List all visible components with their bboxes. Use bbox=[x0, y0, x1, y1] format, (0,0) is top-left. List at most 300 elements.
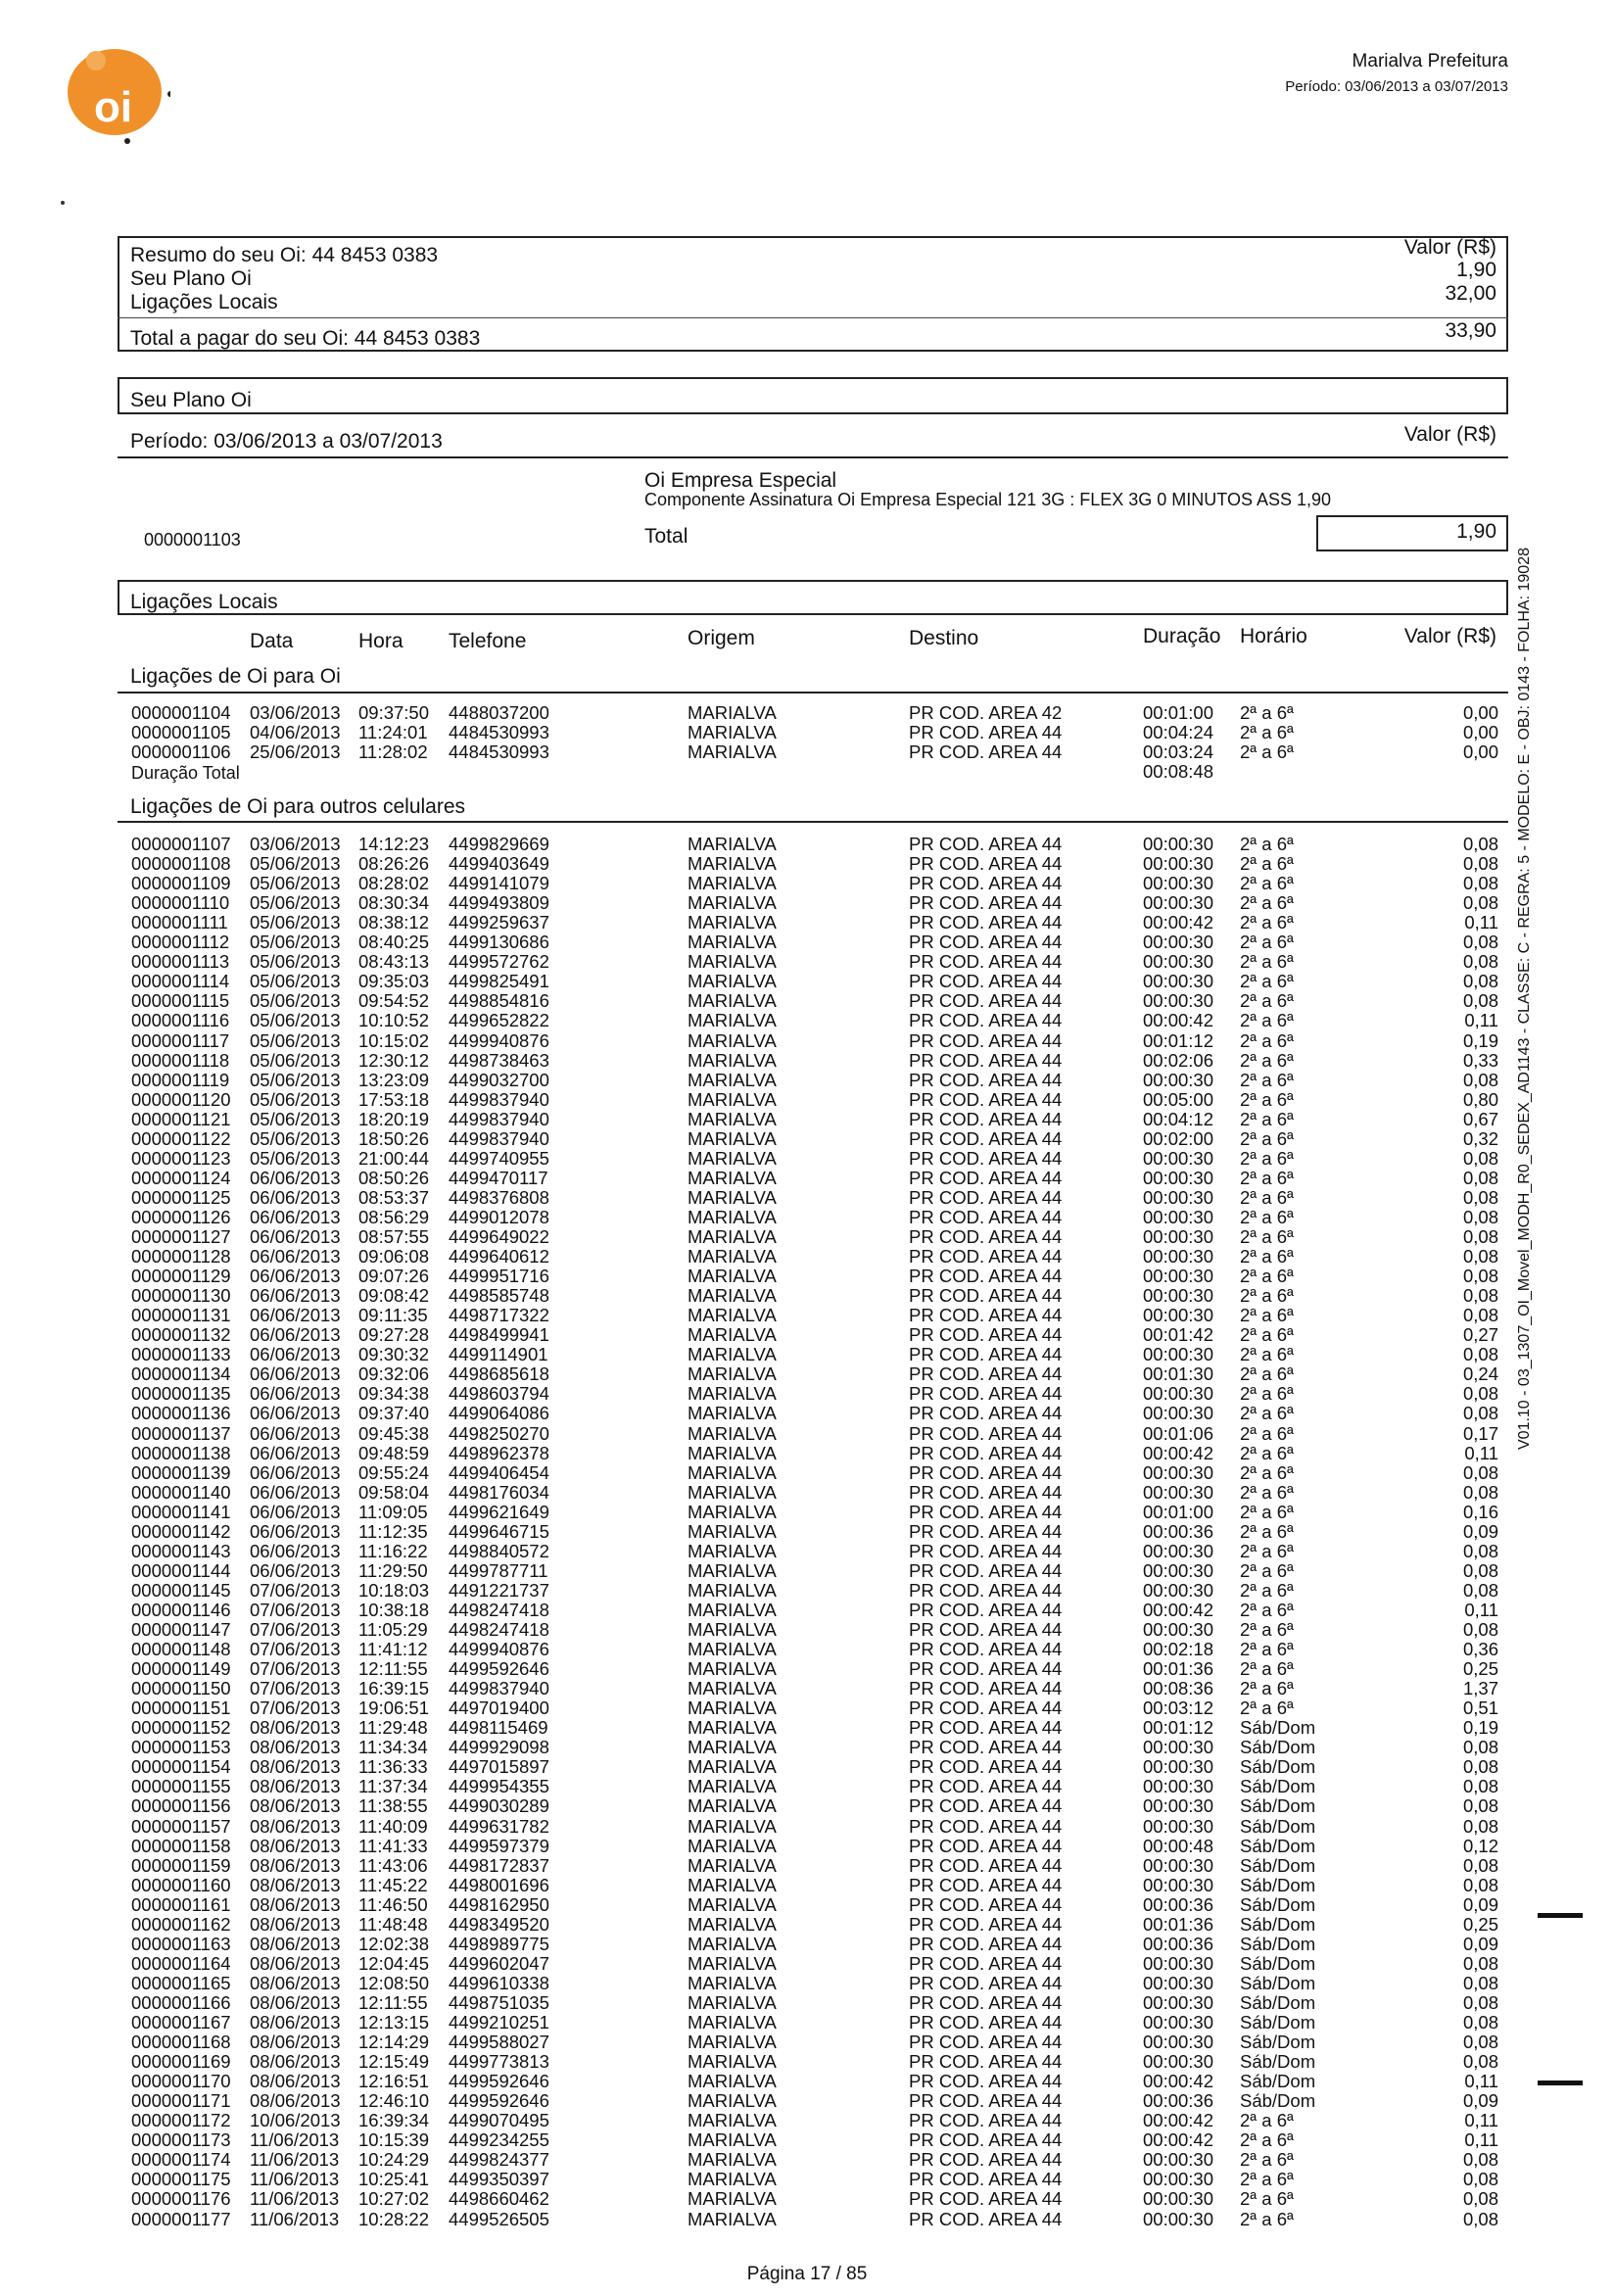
call-origin: MARIALVA bbox=[688, 1069, 777, 1090]
plano-product: Oi Empresa Especial bbox=[644, 469, 837, 492]
call-phone: 4499740955 bbox=[449, 1147, 549, 1169]
call-time: 12:30:12 bbox=[358, 1049, 430, 1071]
call-destination: PR COD. AREA 44 bbox=[909, 853, 1063, 875]
call-period: 2ª a 6ª bbox=[1240, 1481, 1294, 1503]
call-time: 11:29:50 bbox=[358, 1559, 428, 1581]
call-origin: MARIALVA bbox=[688, 971, 777, 992]
call-id: 0000001144 bbox=[131, 1559, 231, 1581]
call-date: 11/06/2013 bbox=[250, 2169, 340, 2190]
call-origin: MARIALVA bbox=[688, 1049, 777, 1071]
call-duration: 00:00:30 bbox=[1143, 1972, 1214, 1993]
call-phone: 4488037200 bbox=[449, 702, 549, 723]
call-id: 0000001153 bbox=[131, 1737, 231, 1758]
call-destination: PR COD. AREA 44 bbox=[909, 1835, 1063, 1856]
call-phone: 4499350397 bbox=[449, 2169, 549, 2190]
group2-row bbox=[0, 874, 1614, 893]
call-origin: MARIALVA bbox=[688, 1815, 777, 1837]
call-date: 05/06/2013 bbox=[250, 892, 341, 914]
call-period: 2ª a 6ª bbox=[1240, 1285, 1294, 1307]
call-date: 08/06/2013 bbox=[250, 1972, 341, 1993]
call-phone: 4499640612 bbox=[449, 1246, 549, 1268]
call-time: 12:11:55 bbox=[358, 1991, 428, 2013]
call-period: 2ª a 6ª bbox=[1240, 1010, 1294, 1031]
call-id: 0000001104 bbox=[131, 702, 231, 723]
call-period: 2ª a 6ª bbox=[1240, 873, 1294, 894]
call-destination: PR COD. AREA 42 bbox=[909, 702, 1063, 723]
call-origin: MARIALVA bbox=[688, 1461, 777, 1483]
call-duration: 00:03:12 bbox=[1143, 1698, 1214, 1719]
call-time: 11:45:22 bbox=[358, 1874, 428, 1895]
call-value: 0,00 bbox=[1462, 741, 1498, 762]
call-origin: MARIALVA bbox=[688, 2110, 777, 2131]
call-origin: MARIALVA bbox=[688, 1186, 777, 1208]
call-value: 0,08 bbox=[1462, 1795, 1498, 1817]
call-value: 0,25 bbox=[1462, 1658, 1498, 1680]
call-date: 06/06/2013 bbox=[250, 1461, 341, 1483]
call-id: 0000001164 bbox=[131, 1952, 231, 1974]
call-destination: PR COD. AREA 44 bbox=[909, 2208, 1063, 2229]
call-phone: 4499940876 bbox=[449, 1639, 549, 1660]
call-destination: PR COD. AREA 44 bbox=[909, 2149, 1063, 2171]
call-phone: 4498499941 bbox=[449, 1324, 549, 1346]
call-duration: 00:00:30 bbox=[1143, 2149, 1214, 2171]
call-period: Sáb/Dom bbox=[1240, 1933, 1316, 1954]
call-phone: 4499837940 bbox=[449, 1088, 549, 1110]
group2-row bbox=[0, 952, 1614, 972]
call-time: 11:05:29 bbox=[358, 1619, 428, 1640]
call-period: 2ª a 6ª bbox=[1240, 1619, 1294, 1640]
group2-row bbox=[0, 854, 1614, 874]
call-origin: MARIALVA bbox=[688, 1854, 777, 1876]
call-period: 2ª a 6ª bbox=[1240, 932, 1294, 953]
call-destination: PR COD. AREA 44 bbox=[909, 1559, 1063, 1581]
call-duration: 00:01:12 bbox=[1143, 1717, 1214, 1739]
group2-row bbox=[0, 1796, 1614, 1816]
call-time: 11:48:48 bbox=[358, 1913, 428, 1935]
call-destination: PR COD. AREA 44 bbox=[909, 2129, 1063, 2151]
call-date: 06/06/2013 bbox=[250, 1305, 341, 1326]
call-phone: 4499602047 bbox=[449, 1952, 549, 1974]
call-phone: 4498603794 bbox=[449, 1383, 549, 1405]
call-time: 09:30:32 bbox=[358, 1344, 430, 1365]
call-date: 03/06/2013 bbox=[250, 834, 341, 854]
call-period: 2ª a 6ª bbox=[1240, 1108, 1294, 1129]
call-period: Sáb/Dom bbox=[1240, 1776, 1316, 1797]
group2-row bbox=[0, 1306, 1614, 1325]
call-value: 0,11 bbox=[1464, 912, 1498, 933]
call-value: 0,08 bbox=[1462, 2149, 1498, 2171]
call-id: 0000001148 bbox=[131, 1639, 231, 1660]
call-phone: 4499837940 bbox=[449, 1678, 549, 1699]
call-duration: 00:00:30 bbox=[1143, 1285, 1214, 1307]
call-phone: 4498247418 bbox=[449, 1619, 549, 1640]
call-origin: MARIALVA bbox=[688, 741, 777, 762]
call-id: 0000001127 bbox=[131, 1226, 231, 1247]
call-time: 10:25:41 bbox=[358, 2169, 430, 2190]
page-number: Página 17 / 85 bbox=[746, 2264, 868, 2284]
call-destination: PR COD. AREA 44 bbox=[909, 1481, 1063, 1503]
call-phone: 4499070495 bbox=[449, 2110, 549, 2131]
call-period: 2ª a 6ª bbox=[1240, 1127, 1294, 1149]
call-period: Sáb/Dom bbox=[1240, 1815, 1316, 1837]
call-phone: 4499592646 bbox=[449, 2090, 549, 2112]
call-period: 2ª a 6ª bbox=[1240, 1639, 1294, 1660]
group2-row bbox=[0, 2189, 1614, 2209]
call-date: 05/06/2013 bbox=[250, 1127, 341, 1149]
call-id: 0000001157 bbox=[131, 1815, 231, 1837]
call-destination: PR COD. AREA 44 bbox=[909, 2169, 1063, 2190]
call-origin: MARIALVA bbox=[688, 1088, 777, 1110]
group1-row bbox=[0, 742, 1614, 762]
call-destination: PR COD. AREA 44 bbox=[909, 1383, 1063, 1405]
call-value: 0,08 bbox=[1462, 1952, 1498, 1974]
call-date: 06/06/2013 bbox=[250, 1540, 341, 1561]
call-date: 08/06/2013 bbox=[250, 1717, 341, 1739]
call-phone: 4484530993 bbox=[449, 741, 549, 762]
call-id: 0000001162 bbox=[131, 1913, 231, 1935]
call-date: 03/06/2013 bbox=[250, 702, 341, 723]
call-id: 0000001114 bbox=[131, 971, 230, 992]
ligacoes-section-title: Ligações Locais bbox=[130, 591, 278, 613]
call-origin: MARIALVA bbox=[688, 1619, 777, 1640]
call-id: 0000001120 bbox=[131, 1088, 231, 1110]
call-time: 08:43:13 bbox=[358, 951, 430, 973]
call-time: 08:50:26 bbox=[358, 1167, 430, 1188]
call-duration: 00:00:30 bbox=[1143, 873, 1214, 894]
call-value: 0,08 bbox=[1462, 1069, 1498, 1090]
call-duration: 00:00:30 bbox=[1143, 1461, 1214, 1483]
call-period: 2ª a 6ª bbox=[1240, 853, 1294, 875]
call-value: 0,11 bbox=[1464, 1442, 1498, 1463]
call-phone: 4498115469 bbox=[449, 1717, 548, 1739]
call-duration: 00:00:42 bbox=[1143, 1599, 1214, 1620]
call-id: 0000001174 bbox=[131, 2149, 231, 2171]
group2-row bbox=[0, 1757, 1614, 1777]
call-duration: 00:01:00 bbox=[1143, 702, 1214, 723]
call-phone: 4498685618 bbox=[449, 1363, 549, 1385]
col-header-destino: Destino bbox=[909, 627, 979, 649]
call-destination: PR COD. AREA 44 bbox=[909, 1127, 1063, 1149]
call-time: 09:07:26 bbox=[358, 1266, 430, 1287]
call-date: 25/06/2013 bbox=[250, 741, 341, 762]
call-date: 08/06/2013 bbox=[250, 2012, 341, 2033]
call-destination: PR COD. AREA 44 bbox=[909, 1658, 1063, 1680]
call-duration: 00:00:30 bbox=[1143, 1776, 1214, 1797]
call-duration: 00:00:36 bbox=[1143, 2090, 1214, 2112]
call-date: 06/06/2013 bbox=[250, 1344, 341, 1365]
call-time: 16:39:15 bbox=[358, 1678, 430, 1699]
call-period: 2ª a 6ª bbox=[1240, 1658, 1294, 1680]
call-value: 0,08 bbox=[1462, 2188, 1498, 2210]
col-header-origem: Origem bbox=[688, 627, 755, 649]
resumo-item-ligacoes-label: Ligações Locais bbox=[130, 291, 278, 313]
call-phone: 4499597379 bbox=[449, 1835, 549, 1856]
group2-row bbox=[0, 1325, 1614, 1345]
call-period: Sáb/Dom bbox=[1240, 1913, 1316, 1935]
call-date: 05/06/2013 bbox=[250, 932, 341, 953]
call-time: 11:29:48 bbox=[358, 1717, 428, 1739]
call-destination: PR COD. AREA 44 bbox=[909, 1167, 1063, 1188]
call-destination: PR COD. AREA 44 bbox=[909, 1363, 1063, 1385]
call-origin: MARIALVA bbox=[688, 2090, 777, 2112]
call-time: 09:58:04 bbox=[358, 1481, 430, 1503]
call-duration: 00:00:30 bbox=[1143, 1559, 1214, 1581]
call-duration: 00:00:30 bbox=[1143, 1186, 1214, 1208]
call-time: 14:12:23 bbox=[358, 834, 430, 854]
group2-row bbox=[0, 1129, 1614, 1149]
call-origin: MARIALVA bbox=[688, 2149, 777, 2171]
call-destination: PR COD. AREA 44 bbox=[909, 1991, 1063, 2013]
call-time: 10:15:02 bbox=[358, 1029, 430, 1051]
call-origin: MARIALVA bbox=[688, 1698, 777, 1719]
call-date: 07/06/2013 bbox=[250, 1658, 341, 1680]
group2-row bbox=[0, 1542, 1614, 1561]
group1-title: Ligações de Oi para Oi bbox=[130, 665, 341, 688]
call-period: 2ª a 6ª bbox=[1240, 2149, 1294, 2171]
call-destination: PR COD. AREA 44 bbox=[909, 1324, 1063, 1346]
call-date: 05/06/2013 bbox=[250, 873, 341, 894]
call-duration: 00:00:30 bbox=[1143, 1206, 1214, 1227]
call-value: 0,17 bbox=[1462, 1422, 1498, 1444]
call-destination: PR COD. AREA 44 bbox=[909, 1010, 1063, 1031]
call-destination: PR COD. AREA 44 bbox=[909, 1815, 1063, 1837]
group2-row bbox=[0, 1051, 1614, 1071]
group2-row bbox=[0, 1935, 1614, 1954]
call-period: 2ª a 6ª bbox=[1240, 1461, 1294, 1483]
call-duration: 00:01:06 bbox=[1143, 1422, 1214, 1444]
group2-row bbox=[0, 991, 1614, 1011]
call-phone: 4499234255 bbox=[449, 2129, 549, 2151]
call-time: 12:11:55 bbox=[358, 1658, 428, 1680]
call-date: 07/06/2013 bbox=[250, 1599, 341, 1620]
call-phone: 4499824377 bbox=[449, 2149, 549, 2171]
call-period: 2ª a 6ª bbox=[1240, 892, 1294, 914]
call-origin: MARIALVA bbox=[688, 932, 777, 953]
call-destination: PR COD. AREA 44 bbox=[909, 1874, 1063, 1895]
call-origin: MARIALVA bbox=[688, 1520, 777, 1542]
call-period: 2ª a 6ª bbox=[1240, 722, 1294, 742]
call-id: 0000001106 bbox=[131, 741, 231, 762]
call-id: 0000001138 bbox=[131, 1442, 231, 1463]
call-id: 0000001167 bbox=[131, 2012, 231, 2033]
call-destination: PR COD. AREA 44 bbox=[909, 1422, 1063, 1444]
call-id: 0000001145 bbox=[131, 1579, 231, 1601]
call-duration: 00:00:36 bbox=[1143, 1520, 1214, 1542]
group2-row bbox=[0, 1011, 1614, 1030]
call-duration: 00:00:42 bbox=[1143, 912, 1214, 933]
call-value: 0,33 bbox=[1462, 1049, 1498, 1071]
group1-row bbox=[0, 703, 1614, 723]
call-time: 12:08:50 bbox=[358, 1972, 430, 1993]
call-date: 06/06/2013 bbox=[250, 1403, 341, 1424]
call-phone: 4498172837 bbox=[449, 1854, 549, 1876]
call-period: 2ª a 6ª bbox=[1240, 1186, 1294, 1208]
call-duration: 00:00:30 bbox=[1143, 2012, 1214, 2033]
call-phone: 4499787711 bbox=[449, 1559, 548, 1581]
group2-row bbox=[0, 1286, 1614, 1306]
group2-row bbox=[0, 1581, 1614, 1601]
group2-row bbox=[0, 1227, 1614, 1247]
call-phone: 4499493809 bbox=[449, 892, 549, 914]
call-value: 0,08 bbox=[1462, 1481, 1498, 1503]
call-period: Sáb/Dom bbox=[1240, 2032, 1316, 2053]
call-id: 0000001156 bbox=[131, 1795, 231, 1817]
call-period: 2ª a 6ª bbox=[1240, 1678, 1294, 1699]
call-value: 0,08 bbox=[1462, 2032, 1498, 2053]
call-phone: 4498660462 bbox=[449, 2188, 549, 2210]
call-id: 0000001150 bbox=[131, 1678, 231, 1699]
margin-mark-2 bbox=[1538, 2081, 1583, 2085]
call-time: 09:27:28 bbox=[358, 1324, 430, 1346]
call-origin: MARIALVA bbox=[688, 1305, 777, 1326]
call-id: 0000001151 bbox=[131, 1698, 231, 1719]
call-duration: 00:00:30 bbox=[1143, 1795, 1214, 1817]
group2-row bbox=[0, 1974, 1614, 1993]
group2-row bbox=[0, 1718, 1614, 1738]
call-id: 0000001159 bbox=[131, 1854, 231, 1876]
call-value: 0,08 bbox=[1462, 1147, 1498, 1169]
call-phone: 4499032700 bbox=[449, 1069, 549, 1090]
call-period: 2ª a 6ª bbox=[1240, 1579, 1294, 1601]
call-destination: PR COD. AREA 44 bbox=[909, 971, 1063, 992]
call-time: 09:06:08 bbox=[358, 1246, 430, 1268]
call-origin: MARIALVA bbox=[688, 1795, 777, 1817]
call-value: 1,37 bbox=[1462, 1678, 1498, 1699]
col-header-telefone: Telefone bbox=[449, 630, 527, 652]
call-destination: PR COD. AREA 44 bbox=[909, 1619, 1063, 1640]
call-date: 06/06/2013 bbox=[250, 1206, 341, 1227]
call-time: 10:15:39 bbox=[358, 2129, 430, 2151]
call-destination: PR COD. AREA 44 bbox=[909, 1913, 1063, 1935]
call-duration: 00:00:30 bbox=[1143, 2032, 1214, 2053]
call-date: 05/06/2013 bbox=[250, 1108, 341, 1129]
call-phone: 4499259637 bbox=[449, 912, 549, 933]
call-time: 19:06:51 bbox=[358, 1698, 430, 1719]
call-time: 11:28:02 bbox=[358, 741, 428, 762]
call-origin: MARIALVA bbox=[688, 1776, 777, 1797]
call-time: 08:28:02 bbox=[358, 873, 430, 894]
call-period: 2ª a 6ª bbox=[1240, 1266, 1294, 1287]
logo-text: oi bbox=[94, 83, 133, 131]
call-time: 10:27:02 bbox=[358, 2188, 430, 2210]
call-date: 08/06/2013 bbox=[250, 1933, 341, 1954]
call-value: 0,08 bbox=[1462, 873, 1498, 894]
call-value: 0,27 bbox=[1462, 1324, 1498, 1346]
call-destination: PR COD. AREA 44 bbox=[909, 1776, 1063, 1797]
call-duration: 00:00:30 bbox=[1143, 1540, 1214, 1561]
call-date: 05/06/2013 bbox=[250, 853, 341, 875]
call-destination: PR COD. AREA 44 bbox=[909, 1579, 1063, 1601]
call-time: 09:08:42 bbox=[358, 1285, 430, 1307]
call-phone: 4499652822 bbox=[449, 1010, 549, 1031]
call-period: 2ª a 6ª bbox=[1240, 1069, 1294, 1090]
call-value: 0,08 bbox=[1462, 1246, 1498, 1268]
call-time: 09:37:40 bbox=[358, 1403, 430, 1424]
call-value: 0,08 bbox=[1462, 2012, 1498, 2033]
call-period: 2ª a 6ª bbox=[1240, 1088, 1294, 1110]
call-duration: 00:01:36 bbox=[1143, 1658, 1214, 1680]
call-value: 0,08 bbox=[1462, 1619, 1498, 1640]
call-id: 0000001173 bbox=[131, 2129, 231, 2151]
call-phone: 4497015897 bbox=[449, 1756, 549, 1778]
call-phone: 4499837940 bbox=[449, 1108, 549, 1129]
call-duration: 00:01:42 bbox=[1143, 1324, 1214, 1346]
call-phone: 4497019400 bbox=[449, 1698, 549, 1719]
call-destination: PR COD. AREA 44 bbox=[909, 1305, 1063, 1326]
call-date: 08/06/2013 bbox=[250, 1874, 341, 1895]
call-period: 2ª a 6ª bbox=[1240, 990, 1294, 1012]
call-time: 09:55:24 bbox=[358, 1461, 430, 1483]
group2-row bbox=[0, 1345, 1614, 1364]
call-period: 2ª a 6ª bbox=[1240, 741, 1294, 762]
call-destination: PR COD. AREA 44 bbox=[909, 722, 1063, 742]
call-value: 0,09 bbox=[1462, 1893, 1498, 1915]
call-date: 06/06/2013 bbox=[250, 1442, 341, 1463]
call-phone: 4499837940 bbox=[449, 1127, 549, 1149]
call-date: 05/06/2013 bbox=[250, 951, 341, 973]
call-date: 08/06/2013 bbox=[250, 2090, 341, 2112]
call-period: 2ª a 6ª bbox=[1240, 1442, 1294, 1463]
call-period: 2ª a 6ª bbox=[1240, 2169, 1294, 2190]
call-time: 11:43:06 bbox=[358, 1854, 428, 1876]
call-id: 0000001130 bbox=[131, 1285, 231, 1307]
group2-row bbox=[0, 1149, 1614, 1169]
group2-row bbox=[0, 1208, 1614, 1227]
call-phone: 4498001696 bbox=[449, 1874, 549, 1895]
call-destination: PR COD. AREA 44 bbox=[909, 1698, 1063, 1719]
col-header-data: Data bbox=[250, 630, 294, 652]
call-time: 18:50:26 bbox=[358, 1127, 430, 1149]
call-phone: 4498585748 bbox=[449, 1285, 549, 1307]
call-time: 11:41:33 bbox=[358, 1835, 428, 1856]
call-id: 0000001107 bbox=[131, 834, 231, 854]
call-time: 11:36:33 bbox=[358, 1756, 428, 1778]
call-date: 11/06/2013 bbox=[250, 2208, 340, 2229]
call-value: 0,12 bbox=[1462, 1835, 1498, 1856]
call-id: 0000001125 bbox=[131, 1186, 231, 1208]
call-time: 09:48:59 bbox=[358, 1442, 430, 1463]
call-origin: MARIALVA bbox=[688, 2188, 777, 2210]
call-phone: 4499649022 bbox=[449, 1226, 549, 1247]
call-date: 06/06/2013 bbox=[250, 1383, 341, 1405]
call-date: 07/06/2013 bbox=[250, 1698, 341, 1719]
call-time: 10:10:52 bbox=[358, 1010, 430, 1031]
call-date: 08/06/2013 bbox=[250, 1815, 341, 1837]
customer-name: Marialva Prefeitura bbox=[1352, 51, 1508, 72]
call-value: 0,11 bbox=[1464, 2071, 1498, 2092]
call-destination: PR COD. AREA 44 bbox=[909, 1520, 1063, 1542]
call-duration: 00:00:30 bbox=[1143, 951, 1214, 973]
call-value: 0,08 bbox=[1462, 1579, 1498, 1601]
call-duration: 00:00:42 bbox=[1143, 2110, 1214, 2131]
call-period: 2ª a 6ª bbox=[1240, 1324, 1294, 1346]
call-period: 2ª a 6ª bbox=[1240, 1226, 1294, 1247]
group2-row bbox=[0, 1404, 1614, 1423]
call-value: 0,08 bbox=[1462, 834, 1498, 854]
call-value: 0,08 bbox=[1462, 1266, 1498, 1287]
call-destination: PR COD. AREA 44 bbox=[909, 741, 1063, 762]
call-duration: 00:00:30 bbox=[1143, 2169, 1214, 2190]
call-date: 07/06/2013 bbox=[250, 1678, 341, 1699]
call-origin: MARIALVA bbox=[688, 1991, 777, 2013]
call-destination: PR COD. AREA 44 bbox=[909, 1088, 1063, 1110]
call-id: 0000001142 bbox=[131, 1520, 231, 1542]
call-phone: 4499030289 bbox=[449, 1795, 549, 1817]
call-destination: PR COD. AREA 44 bbox=[909, 1442, 1063, 1463]
call-phone: 4499929098 bbox=[449, 1737, 549, 1758]
call-id: 0000001123 bbox=[131, 1147, 231, 1169]
call-id: 0000001122 bbox=[131, 1127, 231, 1149]
